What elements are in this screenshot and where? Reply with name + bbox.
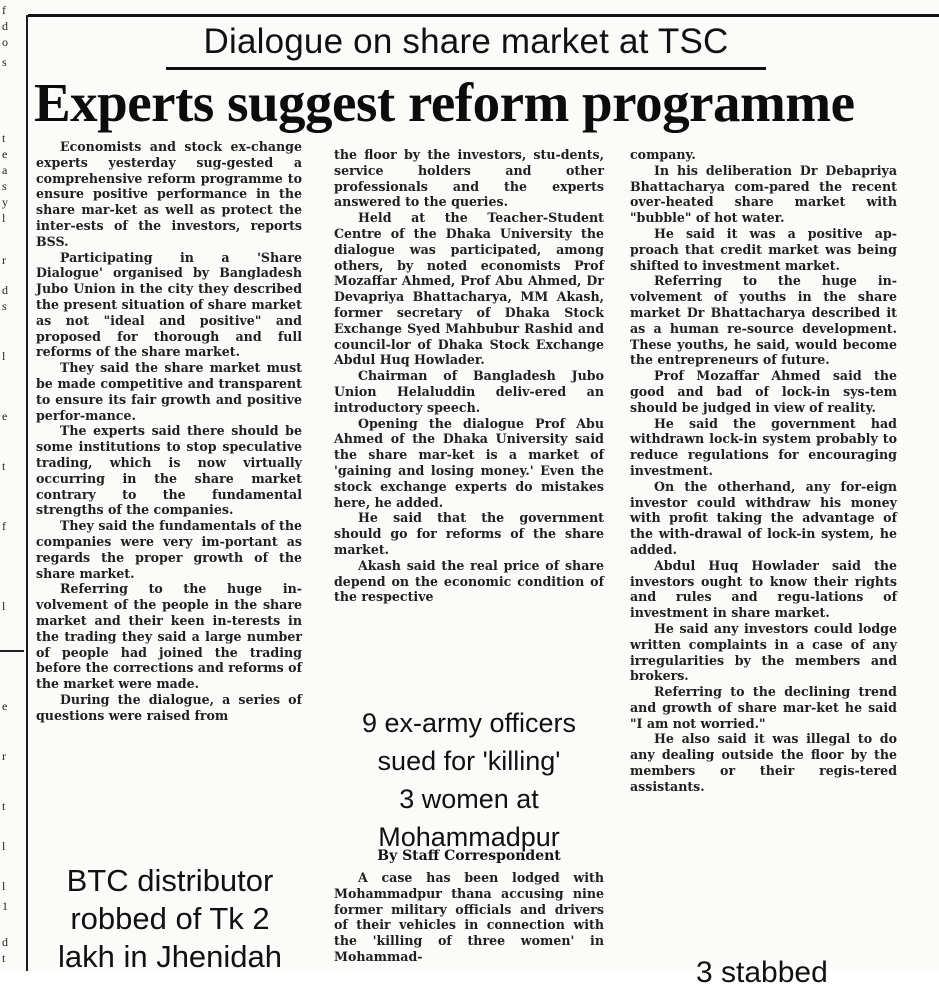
article-column-3 bbox=[630, 147, 897, 953]
paragraph: They said the share market must be made competitive and transparent to ensure its fair growth and positive perfor-mance. bbox=[36, 360, 302, 423]
paragraph: He also said it was illegal to do any dealing outside the floor by the members or their regis-tered assistants. bbox=[630, 731, 897, 794]
margin-fragment: t bbox=[2, 951, 6, 965]
margin-fragment: e bbox=[2, 409, 8, 423]
paragraph: The experts said there should be some institutions to stop speculative trading, which is now virtually occurring in the share market contrary to the fundamental strengths of the companies. bbox=[36, 423, 302, 518]
paragraph: A case has been lodged with Mohammadpur thana accusing nine former military officials and drivers of their vehicles in connection with the 'killing of three women' in Mohammad- bbox=[334, 870, 604, 964]
margin-fragment: l bbox=[2, 599, 6, 613]
paragraph: During the dialogue, a series of questions were raised from bbox=[36, 691, 302, 723]
margin-fragment: t bbox=[2, 459, 6, 473]
paragraph: Referring to the huge in-volvement of youths in the share market Dr Bhattacharya described it as a human re-source development. These youths, he said, would become the entrepreneurs of future. bbox=[630, 273, 897, 368]
kicker-headline: Dialogue on share market at TSC bbox=[166, 20, 766, 70]
margin-rule bbox=[0, 650, 24, 652]
margin-fragment: s bbox=[2, 299, 7, 313]
paragraph: Opening the dialogue Prof Abu Ahmed of the Dhaka University said the share mar-ket is a market of 'gaining and losing money.' Even the stock exchange experts do mistakes here, he added. bbox=[334, 415, 604, 510]
headline-line: BTC distributor bbox=[66, 863, 274, 898]
margin-fragment: e bbox=[2, 699, 8, 713]
margin-fragment: 1 bbox=[2, 899, 8, 913]
paragraph: Chairman of Bangladesh Jubo Union Helaluddin deliv-ered an introductory speech. bbox=[334, 368, 604, 415]
army-officers-headline bbox=[334, 704, 604, 856]
byline: By Staff Correspondent bbox=[377, 848, 561, 864]
margin-fragment: t bbox=[2, 799, 6, 813]
paragraph: Referring to the huge in-volvement of the people in the share market and their keen in-terests in the trading they said a large number of people had joined the trading before the corrections and reforms of the market were made. bbox=[36, 581, 302, 692]
article-column-1 bbox=[36, 139, 302, 860]
main-headline: Experts suggest reform programme bbox=[34, 72, 855, 133]
margin-fragment: l bbox=[2, 211, 6, 225]
paragraph: He said it was a positive ap-proach that credit market was being shifted to investment market. bbox=[630, 225, 897, 273]
margin-fragment: l bbox=[2, 879, 6, 893]
paragraph: Referring to the declining trend and growth of share mar-ket he said "I am not worried." bbox=[630, 684, 897, 731]
headline-line: 3 women at bbox=[399, 784, 539, 814]
margin-fragment: l bbox=[2, 839, 6, 853]
margin-fragment: y bbox=[2, 195, 8, 209]
margin-fragment: s bbox=[2, 179, 7, 193]
margin-fragment: d bbox=[2, 19, 8, 33]
margin-fragment: f bbox=[2, 3, 6, 17]
paragraph: In his deliberation Dr Debapriya Bhattacharya com-pared the recent over-heated share market with "bubble" of hot water. bbox=[630, 162, 897, 226]
headline-line: lakh in Jhenidah bbox=[57, 939, 283, 974]
headline-line: 9 ex-army officers bbox=[361, 708, 577, 738]
paragraph: He said the government had withdrawn lock-in system probably to reduce regulations for encouraging investment. bbox=[630, 415, 897, 478]
margin-fragment: l bbox=[2, 349, 6, 363]
paragraph: On the otherhand, any for-eign investor could withdraw his money with profit taking the advantage of the with-drawal of lock-in system, he added. bbox=[630, 478, 897, 557]
margin-fragment: s bbox=[2, 55, 7, 69]
margin-fragment: r bbox=[2, 253, 6, 267]
article-column-2 bbox=[334, 147, 604, 696]
btc-headline bbox=[36, 862, 304, 976]
headline-line: sued for 'killing' bbox=[377, 746, 561, 776]
paragraph: Participating in a 'Share Dialogue' organised by Bangladesh Jubo Union in the city they described the present situation of share market as not "ideal and positive" and proposed for thorough and full reforms of the share market. bbox=[36, 249, 302, 360]
paragraph: They said the fundamentals of the companies were very im-portant as regards the proper growth of the share market. bbox=[36, 518, 302, 581]
paragraph: Held at the Teacher-Student Centre of the Dhaka University the dialogue was participated, among others, by noted economists Prof Mozaffar Ahmed, Prof Abu Ahmed, Dr Devapriya Bhattacharya, MM Akash, former secretary of Dhaka Stock Exchange Syed Mahbubur Rashid and council-lor of Dhaka Stock Exchange Abdul Huq Howlader. bbox=[334, 210, 604, 368]
paragraph: He said any investors could lodge written complaints in a case of any irregularities by the members and brokers. bbox=[630, 620, 897, 684]
margin-fragment: d bbox=[2, 283, 8, 297]
margin-fragment: r bbox=[2, 749, 6, 763]
paragraph: He said that the government should go for reforms of the share market. bbox=[334, 510, 604, 557]
headline-line: Mohammadpur bbox=[378, 822, 560, 852]
adjacent-column-fragment bbox=[0, 0, 24, 971]
margin-fragment: a bbox=[2, 163, 8, 177]
headline-line: robbed of Tk 2 bbox=[70, 901, 270, 936]
column-divider-left bbox=[26, 15, 28, 971]
margin-fragment: d bbox=[2, 935, 8, 949]
paragraph: Akash said the real price of share depend on the economic condition of the respective bbox=[334, 557, 604, 605]
next-story-headline-fragment: 3 stabbed bbox=[696, 956, 828, 989]
paragraph: Abdul Huq Howlader said the investors ought to know their rights and rules and regu-lations of investment in share market. bbox=[630, 557, 897, 621]
paragraph: company. bbox=[630, 147, 696, 162]
margin-fragment: f bbox=[2, 519, 6, 533]
top-rule bbox=[28, 14, 939, 17]
paragraph: Prof Mozaffar Ahmed said the good and bad of lock-in sys-tem should be judged in view of reality. bbox=[630, 368, 897, 415]
paragraph: the floor by the investors, stu-dents, service holders and other professionals and the experts answered to the queries. bbox=[334, 147, 604, 210]
margin-fragment: t bbox=[2, 131, 6, 145]
margin-fragment: o bbox=[2, 35, 8, 49]
army-officers-article bbox=[334, 870, 604, 971]
paragraph: Economists and stock ex-change experts yesterday sug-gested a comprehensive reform programme to ensure positive performance in the share mar-ket as well as protect the inter-ests of the investors, reports BSS. bbox=[36, 139, 302, 249]
margin-fragment: e bbox=[2, 147, 8, 161]
